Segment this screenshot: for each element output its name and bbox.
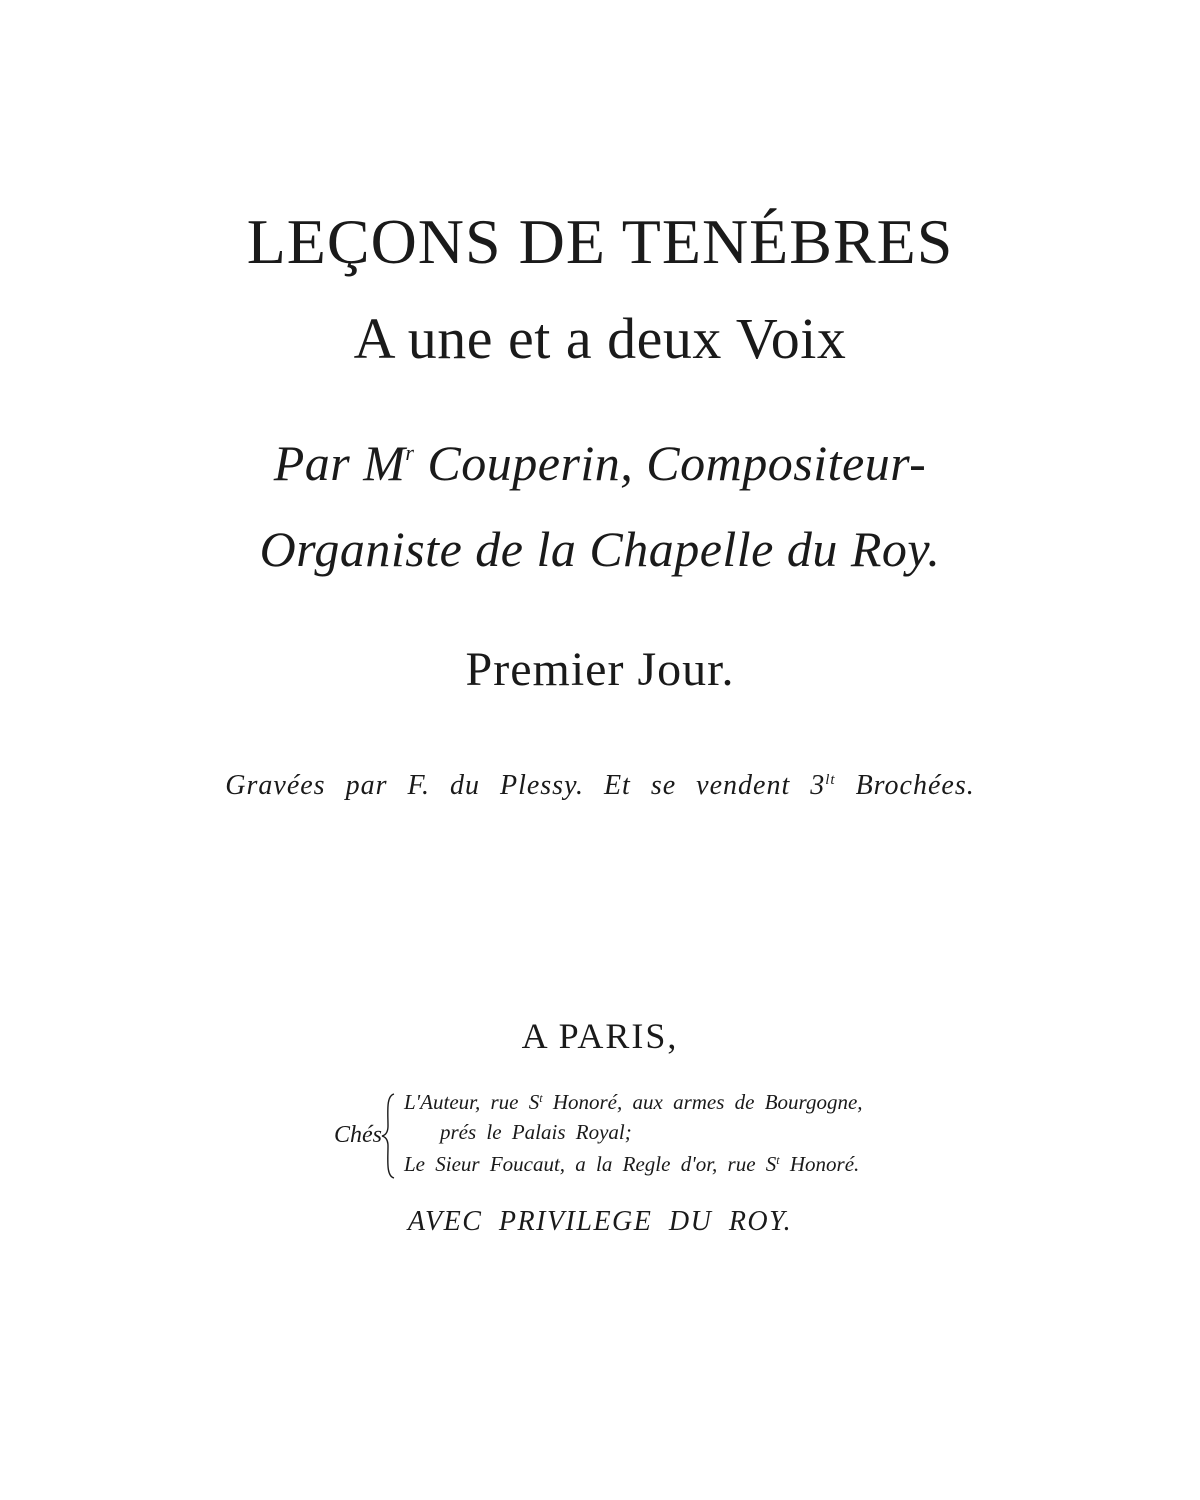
- author-line-2: Organiste de la Chapelle du Roy.: [259, 521, 941, 577]
- engraver-line-superscript: lt: [825, 772, 836, 788]
- address-line-1-superscript: t: [539, 1091, 543, 1105]
- publisher-city: A PARIS,: [521, 1016, 679, 1056]
- engraver-line: [0, 770, 1200, 802]
- page-subtitle: A une et a deux Voix: [353, 306, 847, 371]
- engraver-line-rest: Brochées.: [835, 770, 975, 801]
- address-line-3-superscript: t: [776, 1153, 780, 1167]
- author-line-1-rest: Couperin, Compositeur-: [414, 435, 927, 491]
- day-heading: Premier Jour.: [465, 643, 735, 696]
- address-line-1-rest: Honoré, aux armes de Bourgogne,: [542, 1090, 863, 1114]
- author-line-1-superscript: r: [405, 440, 415, 465]
- privilege-line: AVEC PRIVILEGE DU ROY.: [407, 1206, 793, 1237]
- page-title: LEÇONS DE TENÉBRES: [246, 206, 954, 277]
- address-line-1: [404, 1090, 863, 1115]
- brace-icon: [380, 1092, 398, 1180]
- address-line-3: [404, 1152, 859, 1177]
- address-line-1-prefix: L'Auteur, rue S: [404, 1090, 540, 1114]
- address-line-3-rest: Honoré.: [779, 1152, 860, 1176]
- address-line-3-prefix: Le Sieur Foucaut, a la Regle d'or, rue S: [404, 1152, 777, 1176]
- ches-label: Chés: [334, 1122, 382, 1148]
- author-line-1-prefix: Par M: [273, 435, 406, 491]
- address-block: [332, 1090, 892, 1185]
- author-line-1: [0, 434, 1200, 492]
- address-line-2: prés le Palais Royal;: [440, 1120, 632, 1144]
- engraver-line-prefix: Gravées par F. du Plessy. Et se vendent 3: [225, 770, 826, 801]
